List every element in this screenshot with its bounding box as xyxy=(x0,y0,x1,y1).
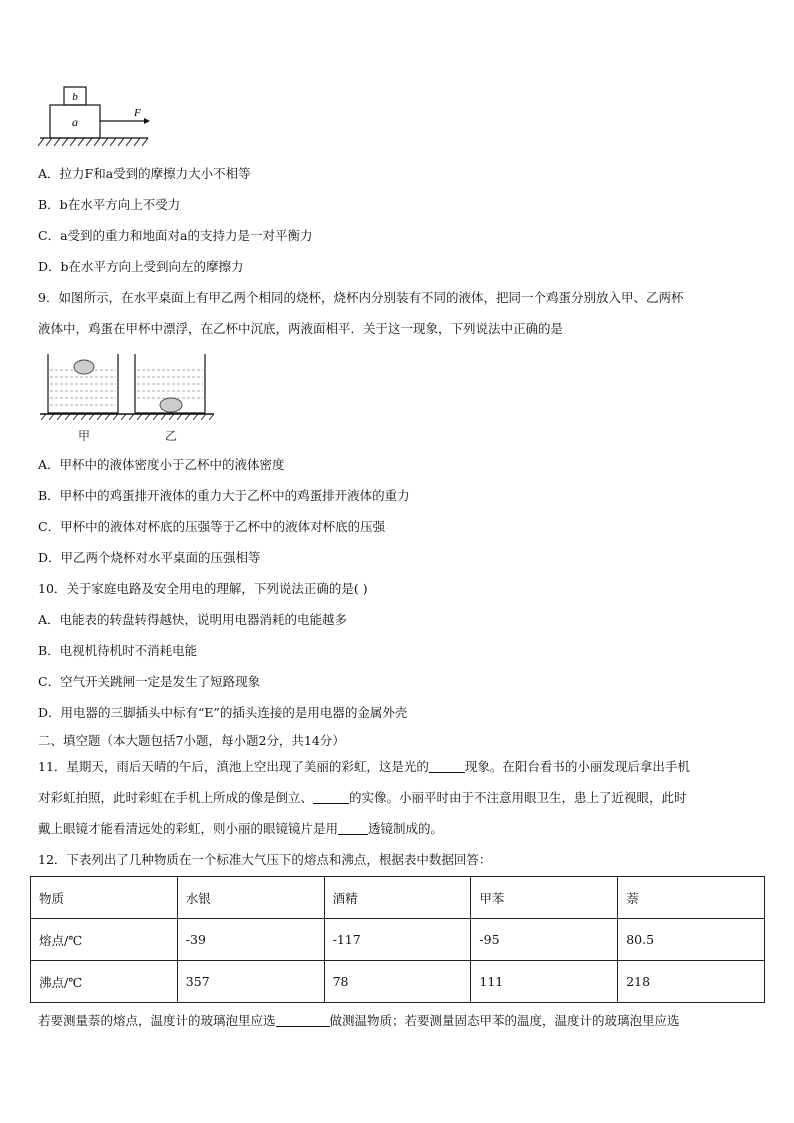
beakers-figure xyxy=(38,352,218,447)
table-cell: -117 xyxy=(324,919,471,961)
q9-option-d: D．甲乙两个烧杯对水平桌面的压强相等 xyxy=(38,550,261,565)
q10-option-c: C．空气开关跳闸一定是发生了短路现象 xyxy=(38,674,261,689)
q11-line3 xyxy=(38,821,443,837)
q9-option-c: C．甲杯中的液体对杯底的压强等于乙杯中的液体对杯底的压强 xyxy=(38,519,386,534)
label-b: b xyxy=(72,91,78,103)
melting-boiling-table xyxy=(30,876,765,1003)
q8-option-a: A．拉力F和a受到的摩擦力大小不相等 xyxy=(38,166,251,181)
table-cell: 酒精 xyxy=(324,877,471,919)
table-row xyxy=(31,877,765,919)
table-cell: 熔点/℃ xyxy=(31,919,178,961)
q11-text: 透镜制成的。 xyxy=(368,821,444,836)
q9-stem-line1: 9．如图所示，在水平桌面上有甲乙两个相同的烧杯，烧杯内分别装有不同的液体，把同一个鸡蛋分别放入甲、乙两杯 xyxy=(38,290,684,305)
table-cell: 111 xyxy=(471,961,618,1003)
q10-option-a: A．电能表的转盘转得越快，说明用电器消耗的电能越多 xyxy=(38,612,348,627)
q9-option-b: B．甲杯中的鸡蛋排开液体的重力大于乙杯中的鸡蛋排开液体的重力 xyxy=(38,488,410,503)
label-jia: 甲 xyxy=(77,429,91,443)
block-force-figure xyxy=(36,84,156,154)
q8-option-b: B．b在水平方向上不受力 xyxy=(38,197,181,212)
q9-option-a: A．甲杯中的液体密度小于乙杯中的液体密度 xyxy=(38,457,285,472)
beaker-jia xyxy=(48,354,118,413)
q11-text: 现象。在阳台看书的小丽发现后拿出手机 xyxy=(464,759,690,774)
q9-stem-line2: 液体中，鸡蛋在甲杯中漂浮，在乙杯中沉底，两液面相平．关于这一现象，下列说法中正确的是 xyxy=(38,321,564,336)
table-cell: -95 xyxy=(471,919,618,961)
table-cell: 物质 xyxy=(31,877,178,919)
q12-text: 若要测量萘的熔点，温度计的玻璃泡里应选 xyxy=(38,1013,276,1028)
label-F: F xyxy=(134,107,141,119)
q11-blank-3 xyxy=(338,822,368,835)
q10-stem: 10．关于家庭电路及安全用电的理解，下列说法正确的是( ) xyxy=(38,581,368,596)
table-cell: 80.5 xyxy=(618,919,765,961)
q11-line2 xyxy=(38,790,687,806)
table-cell: 357 xyxy=(177,961,324,1003)
table-cell: 水银 xyxy=(177,877,324,919)
q11-blank-1 xyxy=(429,760,465,773)
q11-text: 的实像。小丽平时由于不注意用眼卫生，患上了近视眼，此时 xyxy=(349,790,687,805)
q10-option-d: D．用电器的三脚插头中标有“E”的插头连接的是用电器的金属外壳 xyxy=(38,705,408,720)
q12-text: 做测温物质；若要测量固态甲苯的温度，温度计的玻璃泡里应选 xyxy=(329,1013,680,1028)
table-cell: 萘 xyxy=(618,877,765,919)
q11-blank-2 xyxy=(313,791,349,804)
q10-option-b: B．电视机待机时不消耗电能 xyxy=(38,643,198,658)
q11-text: 对彩虹拍照，此时彩虹在手机上所成的像是倒立、 xyxy=(38,790,314,805)
q8-option-c: C．a受到的重力和地面对a的支持力是一对平衡力 xyxy=(38,228,313,243)
section-fill-in-heading: 二、填空题（本大题包括7小题，每小题2分，共14分） xyxy=(38,733,345,748)
q11-line1 xyxy=(38,759,690,775)
beaker-yi xyxy=(135,354,205,413)
q12-question-line xyxy=(38,1013,680,1029)
label-a: a xyxy=(72,115,78,129)
table-cell: 218 xyxy=(618,961,765,1003)
table-row xyxy=(31,961,765,1003)
table-cell: 沸点/℃ xyxy=(31,961,178,1003)
q11-text: 戴上眼镜才能看清远处的彩虹，则小丽的眼镜镜片是用 xyxy=(38,821,339,836)
table-row xyxy=(31,919,765,961)
label-yi: 乙 xyxy=(164,429,178,443)
q12-stem: 12．下表列出了几种物质在一个标准大气压下的熔点和沸点，根据表中数据回答： xyxy=(38,852,492,867)
table-cell: 78 xyxy=(324,961,471,1003)
table-cell: 甲苯 xyxy=(471,877,618,919)
table-cell: -39 xyxy=(177,919,324,961)
q12-blank-1 xyxy=(276,1014,330,1027)
q11-text: 11．星期天，雨后天晴的午后，滇池上空出现了美丽的彩虹，这是光的 xyxy=(38,759,429,774)
q8-option-d: D．b在水平方向上受到向左的摩擦力 xyxy=(38,259,244,274)
